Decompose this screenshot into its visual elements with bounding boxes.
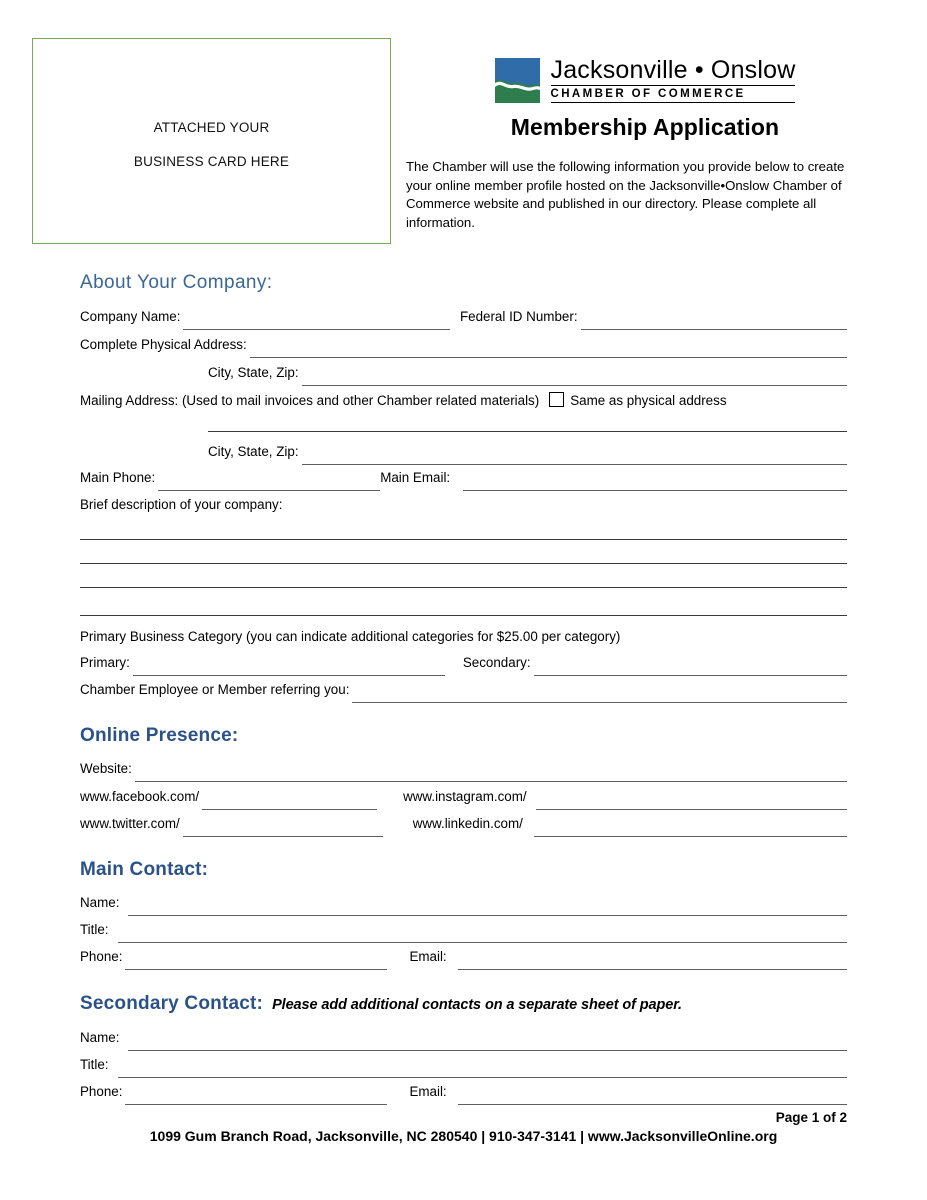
secondary-category-input[interactable] xyxy=(534,661,847,676)
facebook-label: www.facebook.com/ xyxy=(80,789,200,804)
field-row-mailing-city-state-zip xyxy=(80,444,847,466)
federal-id-label: Federal ID Number: xyxy=(459,309,578,324)
brand-subtitle: CHAMBER OF COMMERCE xyxy=(550,88,746,100)
secondary-contact-phone-input[interactable] xyxy=(125,1090,387,1105)
intro-paragraph: The Chamber will use the following information you provide below to create your online member profile hosted on the Jacksonville•Onslow Chamber of Commerce website and published in our directory. Please complete all information. xyxy=(406,159,845,230)
mailing-city-state-zip-label: City, State, Zip: xyxy=(208,444,299,459)
business-card-line-2: BUSINESS CARD HERE xyxy=(133,154,290,169)
page-number: Page 1 of 2 xyxy=(775,1110,847,1125)
main-contact-phone-label: Phone: xyxy=(80,949,123,964)
main-email-label: Main Email: xyxy=(380,470,451,485)
secondary-contact-email-label: Email: xyxy=(409,1084,447,1099)
field-row-main-contact-name xyxy=(80,895,847,917)
facebook-input[interactable] xyxy=(202,795,377,810)
page-title: Membership Application xyxy=(510,114,780,140)
primary-business-category-note: Primary Business Category (you can indicate additional categories for $25.00 per category) xyxy=(80,629,621,644)
secondary-contact-name-label: Name: xyxy=(80,1030,120,1045)
instagram-input[interactable] xyxy=(536,795,847,810)
secondary-category-label: Secondary: xyxy=(462,655,531,670)
brand-rule-top xyxy=(551,85,796,86)
twitter-input[interactable] xyxy=(183,822,383,837)
brief-description-line-3[interactable] xyxy=(80,587,847,588)
primary-category-input[interactable] xyxy=(133,661,445,676)
linkedin-input[interactable] xyxy=(534,822,847,837)
secondary-contact-title-label: Title: xyxy=(80,1057,109,1072)
logo-row xyxy=(405,56,885,103)
field-row-main-phone-email xyxy=(80,470,847,492)
mailing-address-label: Mailing Address: (Used to mail invoices and other Chamber related materials) xyxy=(80,393,540,408)
brief-description-line-2[interactable] xyxy=(80,563,847,564)
field-row-physical-address xyxy=(80,337,847,359)
secondary-contact-title-input[interactable] xyxy=(118,1063,847,1078)
secondary-contact-note: Please add additional contacts on a separate sheet of paper. xyxy=(272,997,682,1013)
field-row-main-contact-title xyxy=(80,922,847,944)
logo-wordmark xyxy=(551,56,796,103)
physical-city-state-zip-label: City, State, Zip: xyxy=(208,365,299,380)
section-heading-main-contact: Main Contact: xyxy=(80,859,209,880)
same-as-physical-checkbox[interactable] xyxy=(549,392,564,407)
section-heading-online-presence: Online Presence: xyxy=(80,725,239,746)
brand-block xyxy=(405,56,885,141)
main-contact-email-label: Email: xyxy=(409,949,447,964)
mailing-city-state-zip-input[interactable] xyxy=(302,450,847,465)
field-row-mailing-address-header xyxy=(80,390,847,412)
brief-description-label: Brief description of your company: xyxy=(80,497,283,512)
physical-city-state-zip-input[interactable] xyxy=(302,371,847,386)
secondary-contact-heading-text: Secondary Contact: xyxy=(80,993,264,1014)
business-card-line-1: ATTACHED YOUR xyxy=(153,120,270,135)
company-name-input[interactable] xyxy=(183,315,449,330)
main-contact-name-input[interactable] xyxy=(128,901,847,916)
brand-name: Jacksonville • Onslow xyxy=(550,56,796,84)
website-input[interactable] xyxy=(135,767,847,782)
brand-rule-bottom xyxy=(551,102,796,103)
field-row-facebook-instagram xyxy=(80,789,847,811)
main-contact-name-label: Name: xyxy=(80,895,120,910)
business-card-instructions xyxy=(33,111,390,179)
secondary-contact-email-input[interactable] xyxy=(458,1090,847,1105)
main-contact-title-label: Title: xyxy=(80,922,109,937)
field-row-primary-secondary-category xyxy=(80,655,847,677)
field-row-secondary-contact-phone-email xyxy=(80,1084,847,1106)
river-logo-icon xyxy=(495,58,540,103)
referral-label: Chamber Employee or Member referring you: xyxy=(80,682,350,697)
referral-input[interactable] xyxy=(352,688,847,703)
primary-category-label: Primary: xyxy=(80,655,130,670)
main-contact-title-input[interactable] xyxy=(118,928,847,943)
main-phone-input[interactable] xyxy=(158,476,380,491)
brief-description-line-1[interactable] xyxy=(80,539,847,540)
field-row-secondary-contact-name xyxy=(80,1030,847,1052)
physical-address-input[interactable] xyxy=(250,343,847,358)
footer-address: 1099 Gum Branch Road, Jacksonville, NC 280540 | 910-347-3141 | www.JacksonvilleOnline.org xyxy=(149,1128,778,1144)
business-card-attach-box xyxy=(32,38,391,244)
federal-id-input[interactable] xyxy=(581,315,847,330)
section-heading-secondary-contact xyxy=(80,993,682,1015)
linkedin-label: www.linkedin.com/ xyxy=(412,816,523,831)
brief-description-line-4[interactable] xyxy=(80,615,847,616)
website-label: Website: xyxy=(80,761,132,776)
mailing-address-input[interactable] xyxy=(208,431,847,432)
secondary-contact-name-input[interactable] xyxy=(128,1036,847,1051)
field-row-referral xyxy=(80,682,847,704)
page-header xyxy=(0,0,927,255)
field-row-physical-city-state-zip xyxy=(80,365,847,387)
secondary-contact-phone-label: Phone: xyxy=(80,1084,123,1099)
physical-address-label: Complete Physical Address: xyxy=(80,337,247,352)
twitter-label: www.twitter.com/ xyxy=(80,816,180,831)
section-heading-about-your-company: About Your Company: xyxy=(80,272,273,293)
same-as-physical-label: Same as physical address xyxy=(570,393,727,408)
main-contact-email-input[interactable] xyxy=(458,955,847,970)
field-row-website xyxy=(80,761,847,783)
instagram-label: www.instagram.com/ xyxy=(403,789,527,804)
main-phone-label: Main Phone: xyxy=(80,470,156,485)
main-email-input[interactable] xyxy=(463,476,847,491)
field-row-secondary-contact-title xyxy=(80,1057,847,1079)
field-row-twitter-linkedin xyxy=(80,816,847,838)
company-name-label: Company Name: xyxy=(80,309,181,324)
field-row-company-name xyxy=(80,309,847,331)
main-contact-phone-input[interactable] xyxy=(125,955,387,970)
field-row-main-contact-phone-email xyxy=(80,949,847,971)
